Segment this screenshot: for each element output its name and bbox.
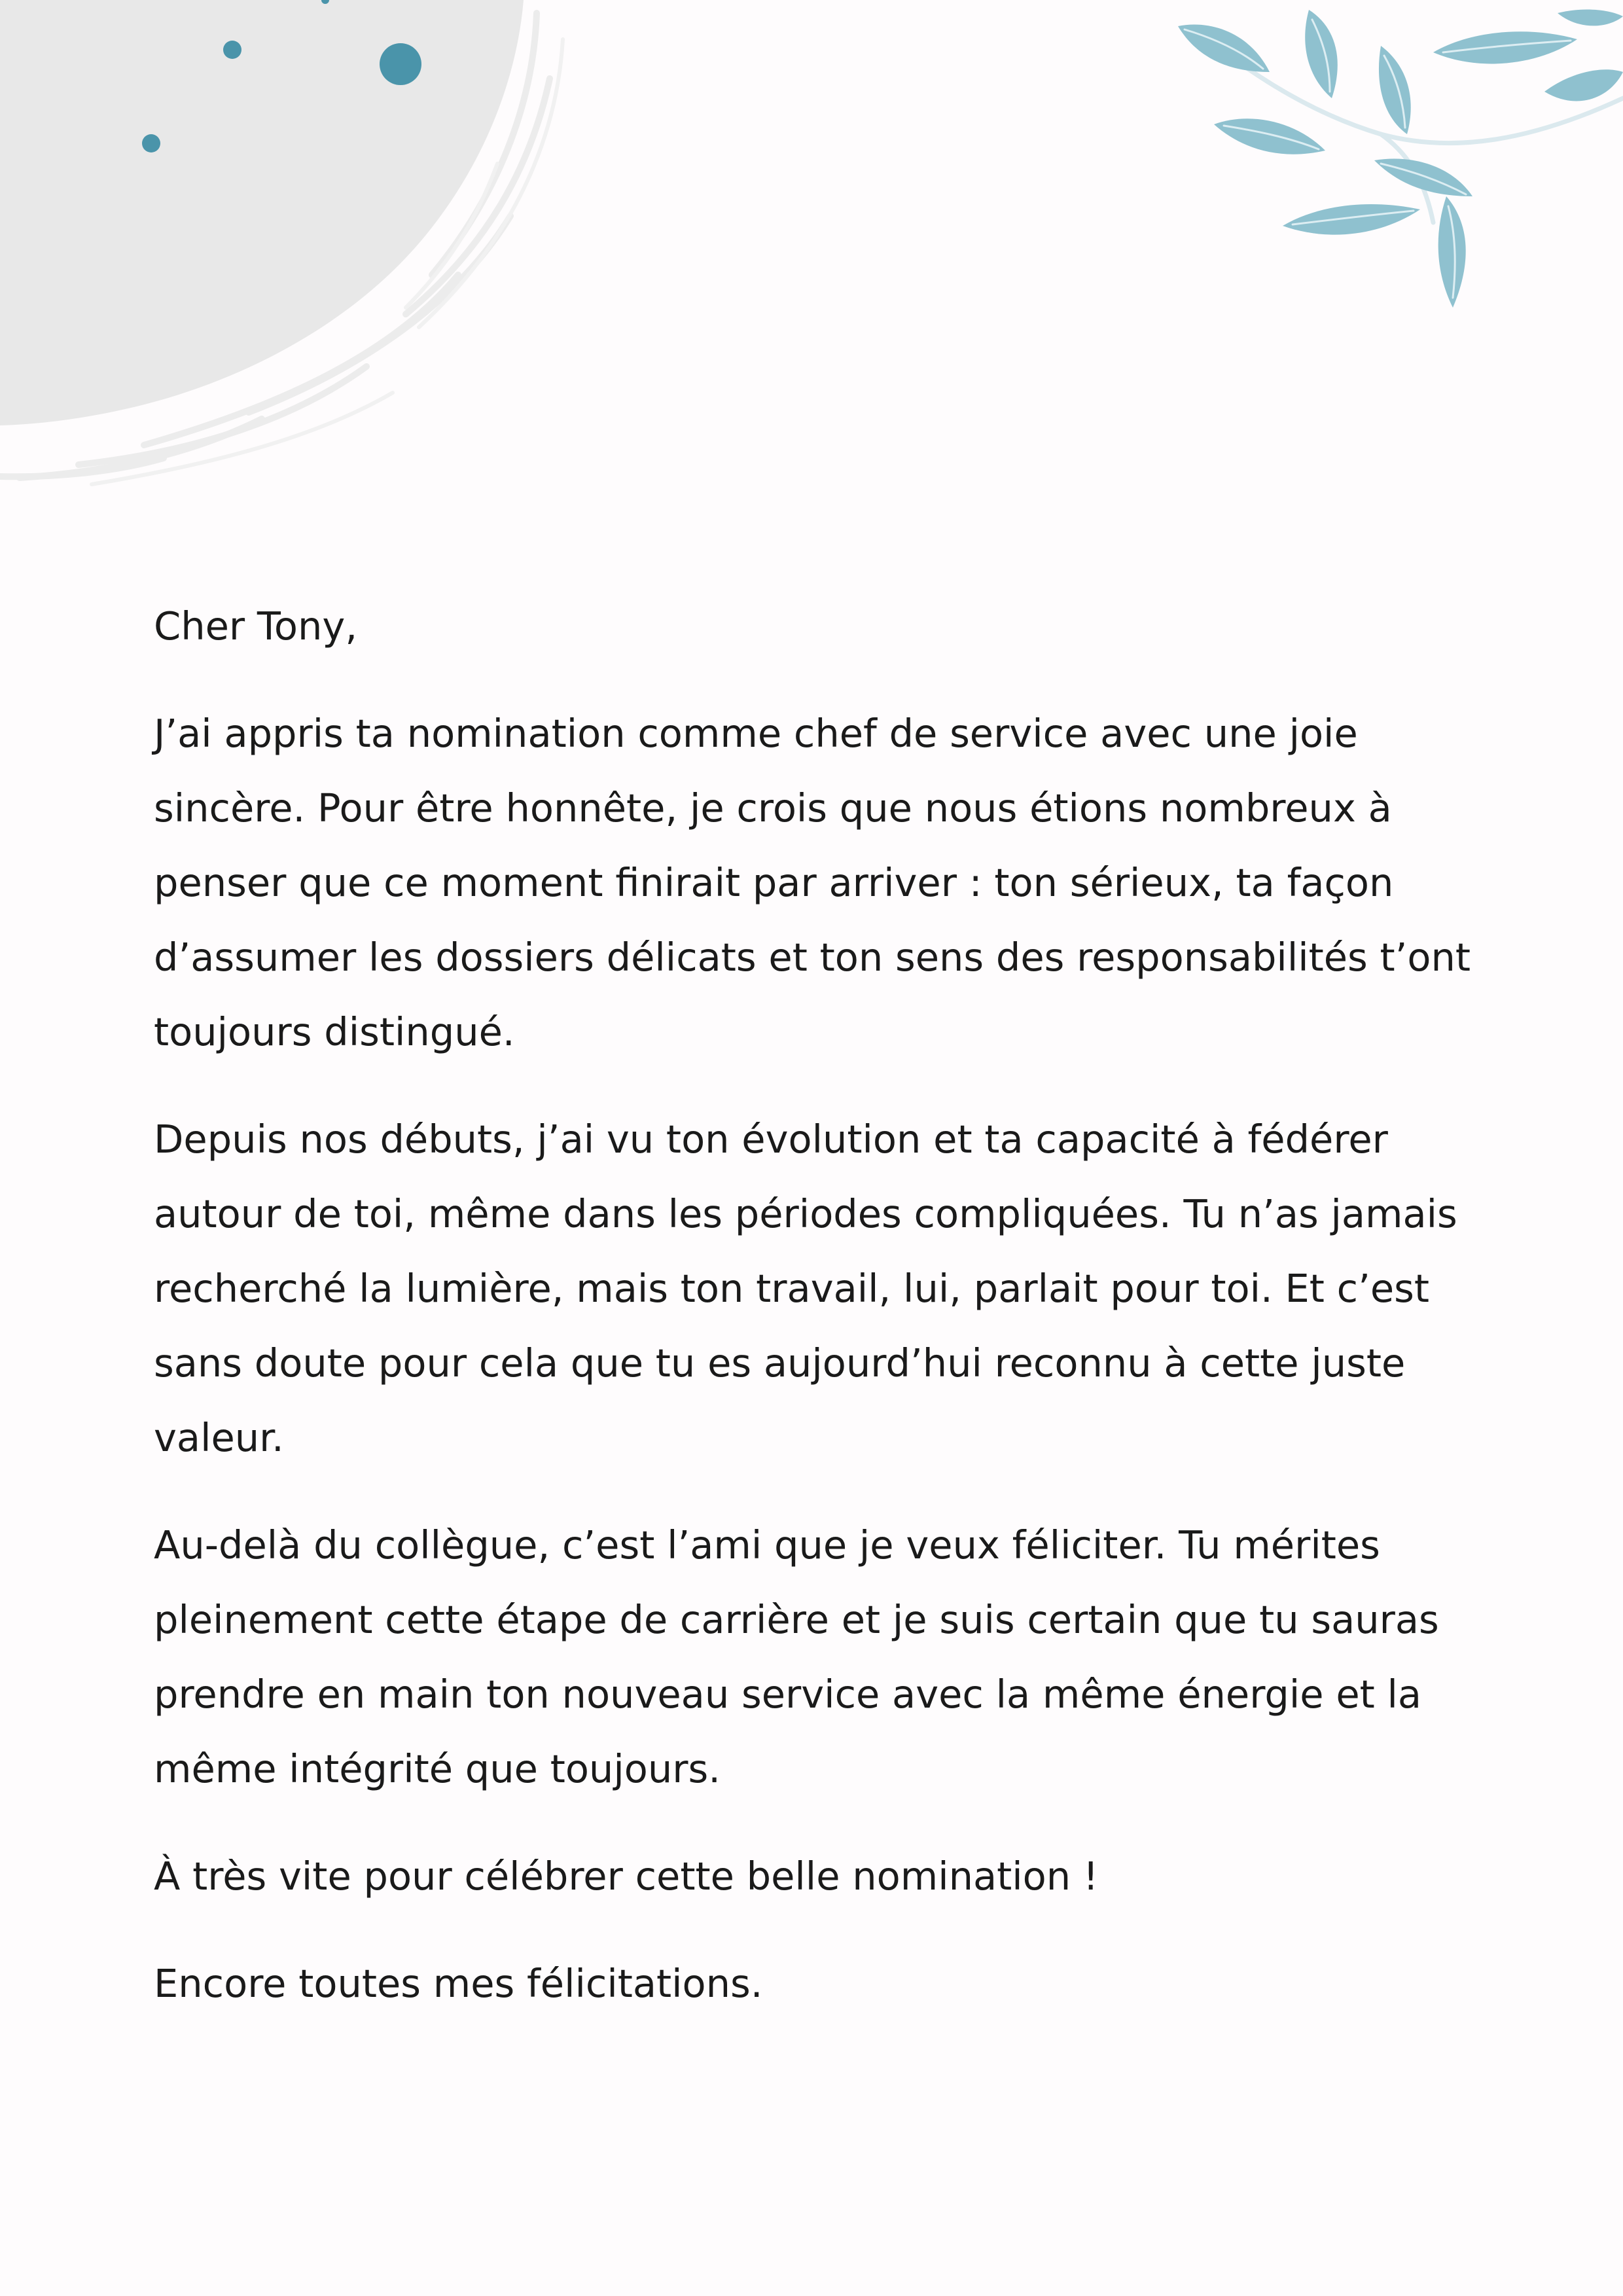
teal-dot-small (142, 134, 160, 152)
letter-paragraph-2: Depuis nos débuts, j’ai vu ton évolution et ta capacité à fédérer autour de toi, même dans les périodes compliquées. Tu n’as jamais recherché la lumière, mais ton travail, lui, parlait pour toi. Et c’est sans doute pour cela que tu es aujourd’hui reconnu à cette juste valeur. (154, 1117, 1457, 1460)
letter-closing-line: À très vite pour célébrer cette belle nomination ! (154, 1854, 1099, 1899)
letter-paragraph-1: J’ai appris ta nomination comme chef de service avec une joie sincère. Pour être honnête, je crois que nous étions nombreux à penser que ce moment finirait par arriver : ton sérieux, ta façon d’assumer les dossiers délicats et ton sens des responsabilités t’ont toujours distingué. (154, 711, 1471, 1054)
teal-dot-large (380, 43, 421, 85)
letter-body (154, 589, 1476, 2054)
leaf-2 (1305, 10, 1338, 98)
leaf-4 (1214, 118, 1325, 154)
leaf-branch-decoration (1165, 0, 1623, 327)
leaf-8 (1433, 31, 1577, 63)
leaf-3 (1379, 46, 1411, 134)
leaf-group (1178, 10, 1623, 308)
leaf-9 (1544, 69, 1623, 101)
letter-greeting: Cher Tony, (154, 603, 358, 649)
letter-paragraph-3: Au-delà du collègue, c’est l’ami que je veux féliciter. Tu mérites pleinement cette étape de carrière et je suis certain que tu sauras prendre en main ton nouveau service avec la même énergie et la même intégrité que toujours. (154, 1522, 1439, 1791)
letter-final-line: Encore toutes mes félicitations. (154, 1961, 763, 2006)
grey-brush-circle (0, 0, 524, 425)
brush-circle-decoration (0, 0, 576, 497)
leaf-5 (1283, 204, 1420, 235)
leaf-7 (1438, 196, 1466, 308)
leaf-10 (1558, 10, 1623, 26)
teal-dot-medium (223, 41, 241, 59)
